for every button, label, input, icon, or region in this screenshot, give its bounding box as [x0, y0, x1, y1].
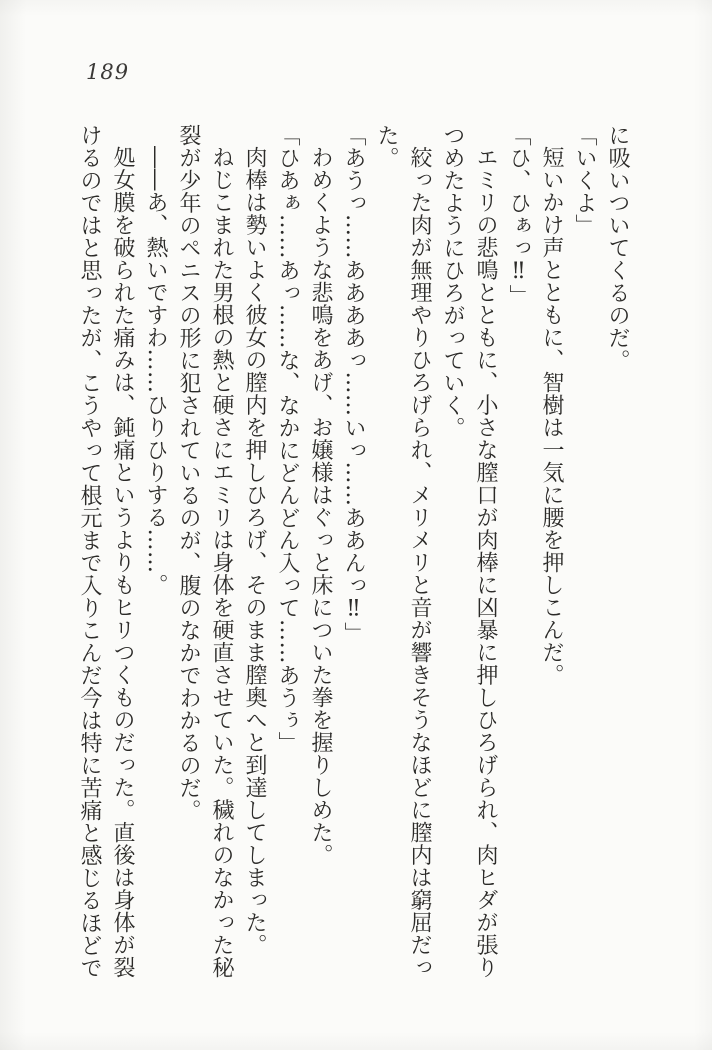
text-line: 「いくよ」	[572, 124, 597, 237]
text-line: けるのではと思ったが、こうやって根元まで入りこんだ今は特に苦痛と感じるほどで	[77, 124, 102, 979]
text-line: 「あうっ……ああああっ……いっ……ああんっ‼」	[341, 124, 366, 645]
text-line: 短いかけ声とともに、智樹は一気に腰を押しこんだ。	[539, 146, 564, 686]
text-line: 裂が少年のペニスの形に犯されているのが、腹のなかでわかるのだ。	[176, 124, 201, 822]
text-line: エミリの悲鳴とともに、小さな膣口が肉棒に凶暴に押しひろげられ、肉ヒダが張り	[473, 146, 498, 979]
text-line: 「ひあぁ……あっ……な、なかにどんどん入って……あうぅ」	[275, 124, 300, 754]
page-number: 189	[86, 60, 130, 84]
text-line: た。	[374, 124, 399, 169]
text-line: 処女膜を破られた痛みは、鈍痛というよりもヒリつくものだった。直後は身体が裂	[110, 146, 135, 979]
text-line: わめくような悲鳴をあげ、お嬢様はぐっと床についた拳を握りしめた。	[308, 146, 333, 866]
text-line: に吸いついてくるのだ。	[605, 124, 630, 372]
text-line: 「ひ、ひぁっ‼」	[506, 124, 531, 307]
text-line: ――あ、熱いですわ……ひりひりする……。	[143, 146, 168, 596]
text-line: 肉棒は勢いよく彼女の膣内を押しひろげ、そのまま膣奥へと到達してしまった。	[242, 146, 267, 956]
text-line: つめたようにひろがっていく。	[440, 124, 465, 439]
text-line: 絞った肉が無理やりひろげられ、メリメリと音が響きそうなほどに膣内は窮屈だっ	[407, 146, 432, 979]
text-line: ねじこまれた男根の熱と硬さにエミリは身体を硬直させていた。穢れのなかった秘	[209, 146, 234, 979]
vertical-text-block	[73, 124, 634, 992]
